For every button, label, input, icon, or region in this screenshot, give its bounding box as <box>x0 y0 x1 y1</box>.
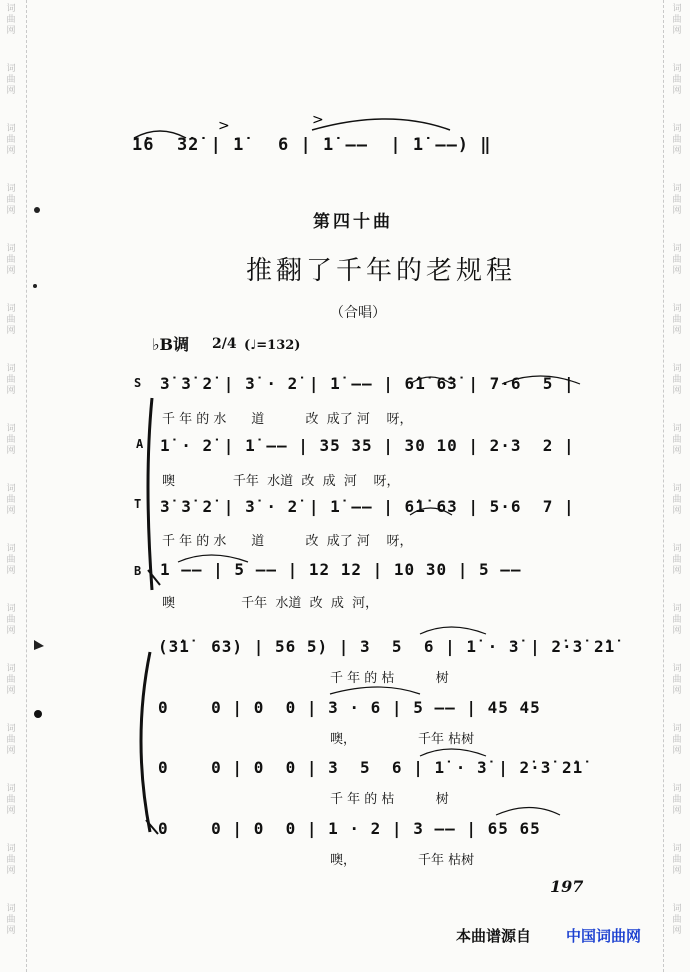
alto-lyrics-1: 噢 千年 水道 改 成 河 呀， <box>162 474 400 489</box>
tenor-lyrics-2: 千 年 的 枯 树 <box>330 792 449 807</box>
watermark-mark: 词 曲 网 <box>6 844 16 876</box>
watermark-mark: 词 曲 网 <box>672 904 682 936</box>
part-label-bass: B <box>134 564 142 578</box>
watermark-mark: 词 曲 网 <box>672 604 682 636</box>
tenor-notes-1: 3̇ 3̇ 2̇ | 3̇ · 2̇ | 1̇ —— | 6̇1̇ 63 | 5·6 7 | <box>160 497 575 516</box>
alto-notes-1: 1̇ · 2̇ | 1̇ —— | 35 35 | 30 10 | 2·3 2 | <box>160 436 575 455</box>
bass-notes-1: 1 —— | 5 —— | 12 12 | 10 30 | 5 —— <box>160 560 522 579</box>
soprano-notes-2: (3̇1̇ 63) | 56 5) | 3 5 6 | 1̇ · 3̇ | 2̇·3̇ 2̇1̇ <box>158 637 616 656</box>
alto-notes-2: 0 0 | 0 0 | 3 · 6 | 5 —— | 45 45 <box>158 698 541 717</box>
watermark-mark: 词 曲 网 <box>672 184 682 216</box>
svg-text:>: > <box>218 118 230 134</box>
watermark-mark: 词 曲 网 <box>6 184 16 216</box>
page-number: 197 <box>550 877 584 896</box>
watermark-mark: 词 曲 网 <box>6 424 16 456</box>
tenor-notes-2: 0 0 | 0 0 | 3 5 6 | 1̇ · 3̇ | 2̇·3̇ 2̇1̇ <box>158 758 584 777</box>
watermark-mark: 词 曲 网 <box>672 64 682 96</box>
watermark-mark: 词 曲 网 <box>6 64 16 96</box>
watermark-mark: 词 曲 网 <box>672 304 682 336</box>
key-signature: ♭B调 <box>152 335 190 354</box>
watermark-mark: 词 曲 网 <box>6 904 16 936</box>
footer-source-label: 本曲谱源自 <box>456 927 532 945</box>
alto-lyrics-2: 噢， 千年 枯树 <box>330 732 475 747</box>
watermark-mark: 词 曲 网 <box>672 244 682 276</box>
part-label-tenor: T <box>134 497 142 511</box>
watermark-mark: 词 曲 网 <box>672 544 682 576</box>
part-label-soprano: S <box>134 376 142 390</box>
tenor-lyrics-1: 千 年 的 水 道 改 成了 河 呀， <box>162 534 413 549</box>
song-number: 第四十曲 <box>313 212 393 232</box>
watermark-mark: 词 曲 网 <box>6 124 16 156</box>
watermark-mark: 词 曲 网 <box>6 484 16 516</box>
watermark-mark: 词 曲 网 <box>672 784 682 816</box>
soprano-notes-1: 3̇ 3̇ 2̇ | 3̇ · 2̇ | 1̇ —— | 6̇1̇ 6̇3̇ | 7·6 5 | <box>160 374 575 393</box>
bass-lyrics-1: 噢 千年 水道 改 成 河， <box>162 596 379 611</box>
bass-notes-2: 0 0 | 0 0 | 1 · 2 | 3 —— | 65 65 <box>158 819 541 838</box>
tempo-marking: (♩=132) <box>244 338 301 353</box>
watermark-mark: 词 曲 网 <box>6 604 16 636</box>
watermark-mark: 词 曲 网 <box>6 364 16 396</box>
intro-notation: 1̇6 3̇2̇ | 1̇ 6 | 1̇ —— | 1̇ ——) ‖ <box>132 135 492 155</box>
bass-lyrics-2: 噢， 千年 枯树 <box>330 853 475 868</box>
part-label-alto: A <box>136 437 144 451</box>
watermark-mark: 词 曲 网 <box>672 124 682 156</box>
time-signature: 2/4 <box>212 336 237 352</box>
watermark-mark: 词 曲 网 <box>672 664 682 696</box>
soprano-lyrics-1: 千 年 的 水 道 改 成了 河 呀， <box>162 412 413 427</box>
watermark-mark: 词 曲 网 <box>6 664 16 696</box>
song-subtitle: （合唱） <box>330 305 386 321</box>
watermark-mark: 词 曲 网 <box>6 544 16 576</box>
watermark-mark: 词 曲 网 <box>6 304 16 336</box>
watermark-mark: 词 曲 网 <box>672 724 682 756</box>
watermark-mark: 词 曲 网 <box>6 244 16 276</box>
song-title: 推翻了千年的老规程 <box>246 256 517 286</box>
watermark-mark: 词 曲 网 <box>6 4 16 36</box>
watermark-mark: 词 曲 网 <box>672 364 682 396</box>
watermark-mark: 词 曲 网 <box>672 424 682 456</box>
soprano-lyrics-2: 千 年 的 枯 树 <box>330 671 449 686</box>
watermark-mark: 词 曲 网 <box>6 784 16 816</box>
watermark-mark: 词 曲 网 <box>672 4 682 36</box>
watermark-mark: 词 曲 网 <box>672 844 682 876</box>
watermark-mark: 词 曲 网 <box>672 484 682 516</box>
watermark-mark: 词 曲 网 <box>6 724 16 756</box>
footer-site-link[interactable]: 中国词曲网 <box>566 927 642 945</box>
svg-text:>: > <box>312 112 324 128</box>
